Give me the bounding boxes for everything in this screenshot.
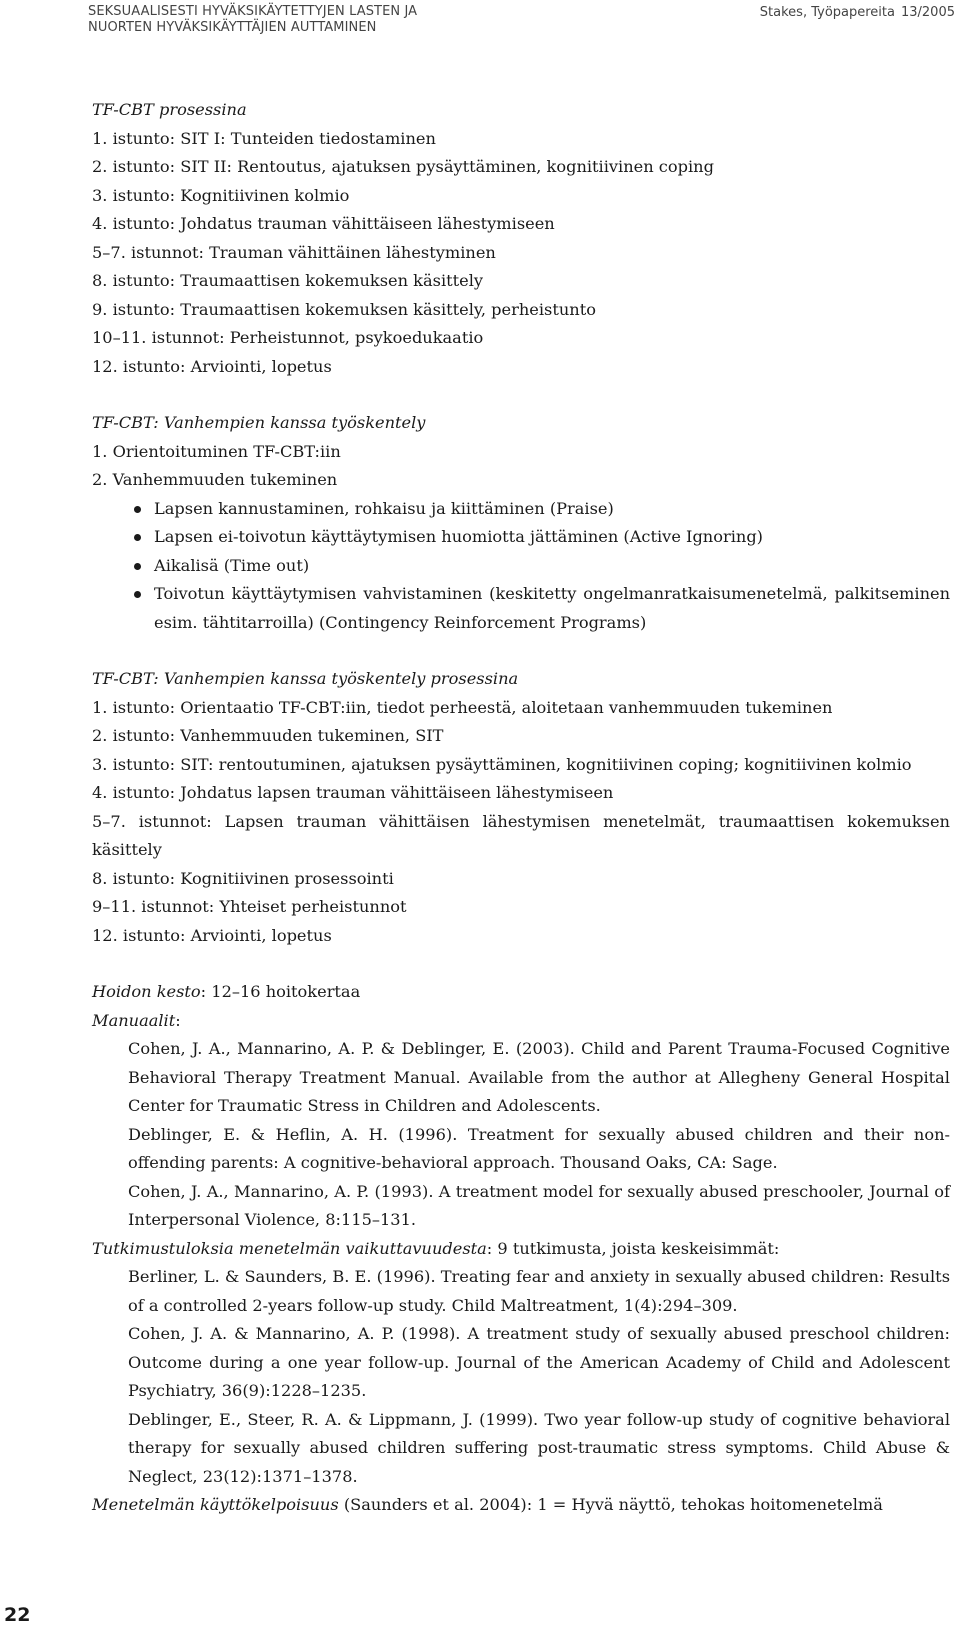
usability-line bbox=[92, 1491, 950, 1520]
manuals-heading bbox=[92, 1007, 950, 1036]
treatment-duration bbox=[92, 978, 950, 1007]
publication-info bbox=[760, 5, 955, 21]
spacer bbox=[92, 381, 950, 409]
list-item: 2. istunto: SIT II: Rentoutus, ajatuksen pysäyttäminen, kognitiivinen coping bbox=[92, 157, 714, 176]
list-item: 3. istunto: SIT: rentoutuminen, ajatuksen pysäyttäminen, kognitiivinen coping; kognitiivinen kolmio bbox=[92, 754, 912, 774]
list-item: 12. istunto: Arviointi, lopetus bbox=[92, 925, 332, 945]
list-item: 2. Vanhemmuuden tukeminen bbox=[92, 470, 338, 489]
reference: Deblinger, E., Steer, R. A. & Lippmann, J. (1999). Two year follow-up study of cognitive behavioral therapy for sexually abused children suffering post-traumatic stress symptoms. Child Abuse & Neglect, 23(12):1371–1378. bbox=[128, 1409, 950, 1486]
list-item: 12. istunto: Arviointi, lopetus bbox=[92, 356, 332, 376]
list-item: 9. istunto: Traumaattisen kokemuksen käsittely, perheistunto bbox=[92, 299, 596, 319]
field-label: Tutkimustuloksia menetelmän vaikuttavuudesta bbox=[92, 1238, 487, 1258]
reference: Deblinger, E. & Heflin, A. H. (1996). Treatment for sexually abused children and their non-offending parents: A cognitive-behavioral approach. Thousand Oaks, CA: Sage. bbox=[128, 1124, 950, 1172]
list-item: 4. istunto: Johdatus lapsen trauman vähittäiseen lähestymiseen bbox=[92, 783, 614, 802]
series-number: 13/2005 bbox=[900, 5, 955, 20]
bullet-item: Toivotun käyttäytymisen vahvistaminen (keskitetty ongelmanratkaisumenetelmä, palkitseminen esim. tähtitarroilla) (Contingency Reinforcement Programs) bbox=[134, 580, 950, 637]
reference: Cohen, J. A., Mannarino, A. P. & Deblinger, E. (2003). Child and Parent Trauma-Focused Cognitive Behavioral Therapy Treatment Manual. Available from the author at Allegheny General Hospital Center for Traumatic Stress in Children and Adolescents. bbox=[128, 1039, 950, 1115]
page-number: 22 bbox=[4, 1604, 31, 1626]
field-label: Hoidon kesto bbox=[92, 982, 201, 1001]
list-item: 1. istunto: SIT I: Tunteiden tiedostaminen bbox=[92, 128, 436, 148]
list-item: 8. istunto: Kognitiivinen prosessointi bbox=[92, 868, 394, 888]
field-label: Menetelmän käyttökelpoisuus bbox=[92, 1495, 339, 1514]
section-title: TF-CBT prosessina bbox=[92, 100, 247, 119]
bullet-list bbox=[92, 495, 950, 638]
header-line-2: NUORTEN HYVÄKSIKÄYTTÄJIEN AUTTAMINEN bbox=[88, 20, 377, 35]
bullet-item: Lapsen ei-toivotun käyttäytymisen huomiotta jättäminen (Active Ignoring) bbox=[134, 523, 950, 552]
page-body bbox=[92, 96, 950, 1520]
spacer bbox=[92, 637, 950, 665]
reference: Cohen, J. A., Mannarino, A. P. (1993). A treatment model for sexually abused preschooler, Journal of Interpersonal Violence, 8:115–131. bbox=[128, 1181, 950, 1229]
reference: Cohen, J. A. & Mannarino, A. P. (1998). A treatment study of sexually abused preschool children: Outcome during a one year follow-up. Journal of the American Academy of Child and Adolescent Psychiatry, 36(9):1228–1235. bbox=[128, 1324, 950, 1400]
publisher: Stakes, Työpapereita bbox=[759, 5, 895, 20]
field-label: Manuaalit bbox=[92, 1010, 176, 1030]
list-item: 1. Orientoituminen TF-CBT:iin bbox=[92, 441, 341, 461]
list-item: 9–11. istunnot: Yhteiset perheistunnot bbox=[92, 897, 407, 916]
header-line-1: SEKSUAALISESTI HYVÄKSIKÄYTETTYJEN LASTEN JA bbox=[88, 4, 418, 19]
section-title: TF-CBT: Vanhempien kanssa työskentely bbox=[92, 413, 426, 432]
field-value: (Saunders et al. 2004): 1 = Hyvä näyttö, tehokas hoitomenetelmä bbox=[338, 1495, 883, 1514]
list-item: 4. istunto: Johdatus trauman vähittäiseen lähestymiseen bbox=[92, 214, 555, 233]
list-item: 2. istunto: Vanhemmuuden tukeminen, SIT bbox=[92, 726, 444, 745]
list-item: 1. istunto: Orientaatio TF-CBT:iin, tiedot perheestä, aloitetaan vanhemmuuden tukeminen bbox=[92, 697, 833, 717]
reference: Berliner, L. & Saunders, B. E. (1996). Treating fear and anxiety in sexually abused children: Results of a controlled 2-years follow-up study. Child Maltreatment, 1(4):294–309. bbox=[128, 1267, 950, 1315]
field-value: : bbox=[175, 1010, 181, 1030]
research-heading bbox=[92, 1235, 950, 1264]
list-item: 8. istunto: Traumaattisen kokemuksen käsittely bbox=[92, 271, 484, 290]
bullet-item: Aikalisä (Time out) bbox=[134, 552, 950, 581]
running-header bbox=[88, 4, 417, 36]
field-value: : 9 tutkimusta, joista keskeisimmät: bbox=[486, 1238, 780, 1258]
list-item: 5–7. istunnot: Lapsen trauman vähittäisen lähestymisen menetelmät, traumaattisen kokemuksen käsittely bbox=[92, 811, 950, 859]
list-item: 5–7. istunnot: Trauman vähittäinen lähestyminen bbox=[92, 242, 496, 262]
section-title: TF-CBT: Vanhempien kanssa työskentely prosessina bbox=[92, 669, 519, 688]
list-item: 10–11. istunnot: Perheistunnot, psykoedukaatio bbox=[92, 328, 484, 347]
spacer bbox=[92, 950, 950, 978]
bullet-item: Lapsen kannustaminen, rohkaisu ja kiittäminen (Praise) bbox=[134, 495, 950, 524]
list-item: 3. istunto: Kognitiivinen kolmio bbox=[92, 185, 350, 205]
field-value: : 12–16 hoitokertaa bbox=[200, 982, 361, 1001]
